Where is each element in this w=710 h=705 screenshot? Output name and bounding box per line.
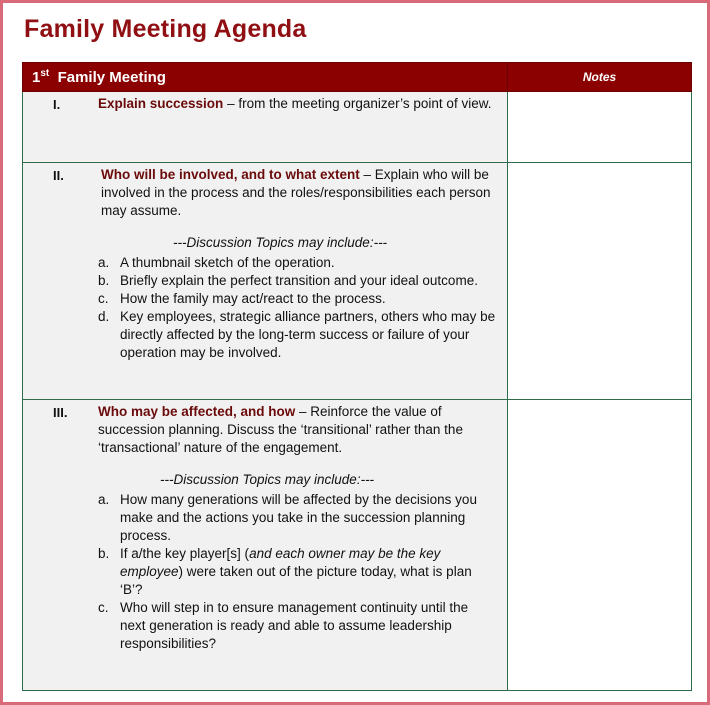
agenda-item-3: [23, 400, 508, 691]
item-heading: Explain succession: [98, 96, 224, 111]
list-marker: a.: [98, 255, 110, 270]
table-header-row: [23, 63, 692, 92]
agenda-table: [22, 62, 692, 691]
list-item-text: Key employees, strategic alliance partners, others who may be directly affected by the long-term success or failure of your operation may be involved.: [120, 309, 496, 360]
list-marker: a.: [98, 492, 110, 507]
list-item: [98, 308, 497, 362]
item-numeral: II.: [53, 168, 64, 183]
list-marker: b.: [98, 273, 110, 288]
item-heading: Who may be affected, and how: [98, 404, 296, 419]
list-item-text: Briefly explain the perfect transition and your ideal outcome.: [120, 273, 478, 288]
list-item-text: Who will step in to ensure management continuity until the next generation is ready and able to assume leadership responsibilities?: [120, 600, 469, 651]
agenda-row-2: [23, 163, 692, 400]
list-item: [98, 491, 487, 545]
agenda-item-1: [23, 92, 508, 163]
item-body: [98, 166, 497, 362]
meeting-label: Family Meeting: [57, 69, 166, 86]
discussion-topics-label: ---Discussion Topics may include:---: [173, 235, 388, 250]
list-item: [98, 545, 487, 599]
item-body: [98, 403, 487, 653]
item-numeral: III.: [53, 405, 68, 420]
item-text: – from the meeting organizer’s point of view.: [223, 96, 492, 111]
notes-cell-2[interactable]: [508, 163, 692, 400]
list-item: [98, 599, 487, 653]
sub-list: [98, 491, 487, 653]
meeting-header: [23, 63, 508, 92]
notes-cell-3[interactable]: [508, 400, 692, 691]
page-title: Family Meeting Agenda: [24, 15, 307, 43]
list-item-text: How many generations will be affected by the decisions you make and the actions you take in the succession planning process.: [120, 492, 477, 543]
item-heading: Who will be involved, and to what extent: [101, 167, 360, 182]
item-text: – Explain who will be involved in the process and the roles/responsibilities each person may assume.: [101, 167, 491, 218]
meeting-number: 1: [32, 69, 41, 86]
list-item: [98, 254, 497, 272]
list-marker: c.: [98, 600, 109, 615]
list-item-text-italic: and each owner may be the key employee: [120, 546, 441, 579]
list-item: [98, 290, 497, 308]
discussion-topics-label: ---Discussion Topics may include:---: [160, 472, 375, 487]
list-item-text-post: ) were taken out of the picture today, what is plan ‘B’?: [120, 564, 472, 597]
agenda-item-2: [23, 163, 508, 400]
list-item: [98, 272, 497, 290]
agenda-row-3: [23, 400, 692, 691]
notes-header: Notes: [508, 63, 692, 92]
agenda-row-1: [23, 92, 692, 163]
meeting-ordinal-suffix: st: [40, 68, 50, 79]
list-item-text-pre: If a/the key player[s] (: [120, 546, 250, 561]
list-marker: b.: [98, 546, 110, 561]
list-marker: c.: [98, 291, 109, 306]
item-numeral: I.: [53, 97, 61, 112]
list-marker: d.: [98, 309, 110, 324]
sub-list: [98, 254, 497, 362]
list-item-text: A thumbnail sketch of the operation.: [120, 255, 335, 270]
item-body: [98, 95, 497, 113]
item-text: – Reinforce the value of succession planning. Discuss the ‘transitional’ rather than the ‘transactional’ nature of the engagement.: [98, 404, 463, 455]
notes-cell-1[interactable]: [508, 92, 692, 163]
list-item-text: How the family may act/react to the process.: [120, 291, 386, 306]
